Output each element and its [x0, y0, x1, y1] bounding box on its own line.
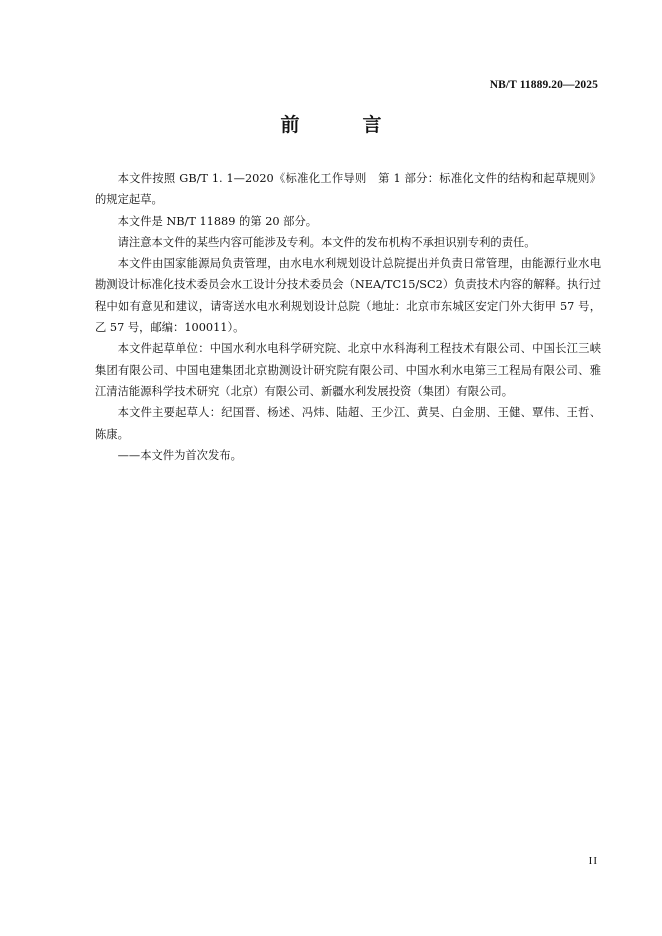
paragraph-patent-notice: 请注意本文件的某些内容可能涉及专利。本文件的发布机构不承担识别专利的责任。 [117, 235, 536, 249]
paragraph-first-release: ——本文件为首次发布。 [117, 448, 242, 462]
foreword-body [95, 168, 601, 466]
paragraph-drafting-rules: 本文件按照 GB/T 1. 1—2020《标准化工作导则 第 1 部分：标准化文件的结构和起草规则》的规定起草。 [95, 172, 601, 207]
standard-code: NB/T 11889.20—2025 [489, 79, 598, 91]
paragraph-drafting-units: 本文件起草单位：中国水利水电科学研究院、北京中水科海利工程技术有限公司、中国长江三峡集团有限公司、中国电建集团北京勘测设计研究院有限公司、中国水利水电第三工程局有限公司、雅江清洁能源科学技术研究（北京）有限公司、新疆水利发展投资（集团）有限公司。 [95, 342, 601, 398]
page-number: II [588, 855, 598, 867]
page-title: 前 言 [280, 114, 404, 136]
paragraph-drafters: 本文件主要起草人：纪国晋、杨述、冯炜、陆超、王少江、黄昊、白金朋、王健、覃伟、王哲、陈康。 [95, 406, 601, 441]
paragraph-management: 本文件由国家能源局负责管理，由水电水利规划设计总院提出并负责日常管理，由能源行业水电勘测设计标准化技术委员会水工设计分技术委员会（NEA/TC15/SC2）负责技术内容的解释。执行过程中如有意见和建议，请寄送水电水利规划设计总院（地址：北京市东城区安定门外大街甲 57 号，乙 57 号，邮编：100011）。 [95, 257, 602, 335]
paragraph-part-number: 本文件是 NB/T 11889 的第 20 部分。 [117, 214, 318, 228]
